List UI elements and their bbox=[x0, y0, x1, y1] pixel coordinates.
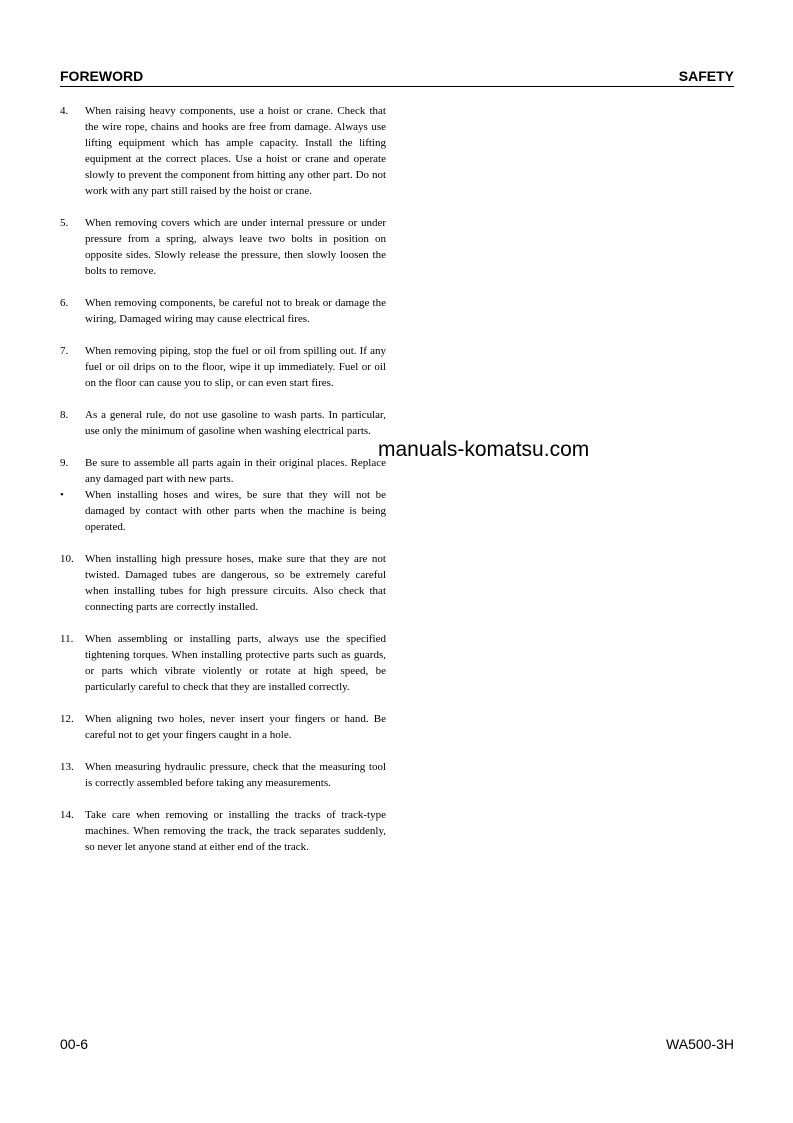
item-text: When removing covers which are under internal pressure or under pressure from a spring, always leave two bolts in position on opposite sides. Slowly release the pressure, then slowly loosen the bolts to remove. bbox=[85, 217, 386, 277]
item-number: 10. bbox=[60, 553, 74, 565]
list-item bbox=[60, 551, 386, 615]
item-number: 8. bbox=[60, 409, 69, 421]
list-item bbox=[60, 455, 386, 487]
list-item bbox=[60, 215, 386, 279]
item-number: 7. bbox=[60, 345, 69, 357]
item-text: When measuring hydraulic pressure, check that the measuring tool is correctly assembled before taking any measurements. bbox=[85, 761, 386, 789]
item-text: When removing components, be careful not to break or damage the wiring, Damaged wiring may cause electrical fires. bbox=[85, 297, 386, 325]
item-text: Take care when removing or installing the tracks of track-type machines. When removing the track, the track separates suddenly, so never let anyone stand at either end of the track. bbox=[85, 809, 386, 853]
item-text: When installing high pressure hoses, make sure that they are not twisted. Damaged tubes are dangerous, so be extremely careful when installing tubes for high pressure circuits. Also check that connecting parts are correctly installed. bbox=[85, 553, 386, 613]
list-item bbox=[60, 631, 386, 695]
item-number: 12. bbox=[60, 713, 74, 725]
list-item bbox=[60, 407, 386, 439]
list-item bbox=[60, 759, 386, 791]
item-text: When aligning two holes, never insert your fingers or hand. Be careful not to get your fingers caught in a hole. bbox=[85, 713, 386, 741]
watermark-text: manuals-komatsu.com bbox=[378, 438, 590, 461]
item-number: 4. bbox=[60, 105, 69, 117]
list-item bbox=[60, 711, 386, 743]
list-item bbox=[60, 343, 386, 391]
item-text: When raising heavy components, use a hoist or crane. Check that the wire rope, chains and hooks are free from damage. Always use lifting equipment which has ample capacity. Install the lifting equipment at the correct places. Use a hoist or crane and operate slowly to prevent the component from hitting any other part. Do not work with any part still raised by the hoist or crane. bbox=[85, 105, 386, 197]
page-number: 00-6 bbox=[60, 1036, 89, 1052]
page-header bbox=[60, 68, 734, 87]
list-item bbox=[60, 487, 386, 535]
item-number: 6. bbox=[60, 297, 69, 309]
item-text: When removing piping, stop the fuel or oil from spilling out. If any fuel or oil drips on to the floor, wipe it up immediately. Fuel or oil on the floor can cause you to slip, or can even start fires. bbox=[85, 345, 386, 389]
item-number: 13. bbox=[60, 761, 74, 773]
list-item bbox=[60, 807, 386, 855]
list-item bbox=[60, 103, 386, 199]
item-number: 11. bbox=[60, 633, 74, 645]
item-text: When installing hoses and wires, be sure that they will not be damaged by contact with other parts when the machine is being operated. bbox=[85, 489, 386, 533]
item-number: 9. bbox=[60, 457, 69, 469]
safety-list bbox=[60, 103, 386, 871]
item-text: As a general rule, do not use gasoline to wash parts. In particular, use only the minimum of gasoline when washing electrical parts. bbox=[85, 409, 386, 437]
list-item bbox=[60, 295, 386, 327]
section-title: FOREWORD bbox=[60, 68, 144, 84]
item-number: 14. bbox=[60, 809, 74, 821]
bullet-mark: • bbox=[60, 489, 64, 501]
item-number: 5. bbox=[60, 217, 69, 229]
model-code: WA500-3H bbox=[666, 1036, 734, 1052]
item-text: When assembling or installing parts, always use the specified tightening torques. When installing protective parts such as guards, or parts which vibrate violently or rotate at high speed, be particularly careful to check that they are installed correctly. bbox=[85, 633, 386, 693]
chapter-title: SAFETY bbox=[678, 68, 734, 84]
item-text: Be sure to assemble all parts again in their original places. Replace any damaged part with new parts. bbox=[85, 457, 386, 485]
